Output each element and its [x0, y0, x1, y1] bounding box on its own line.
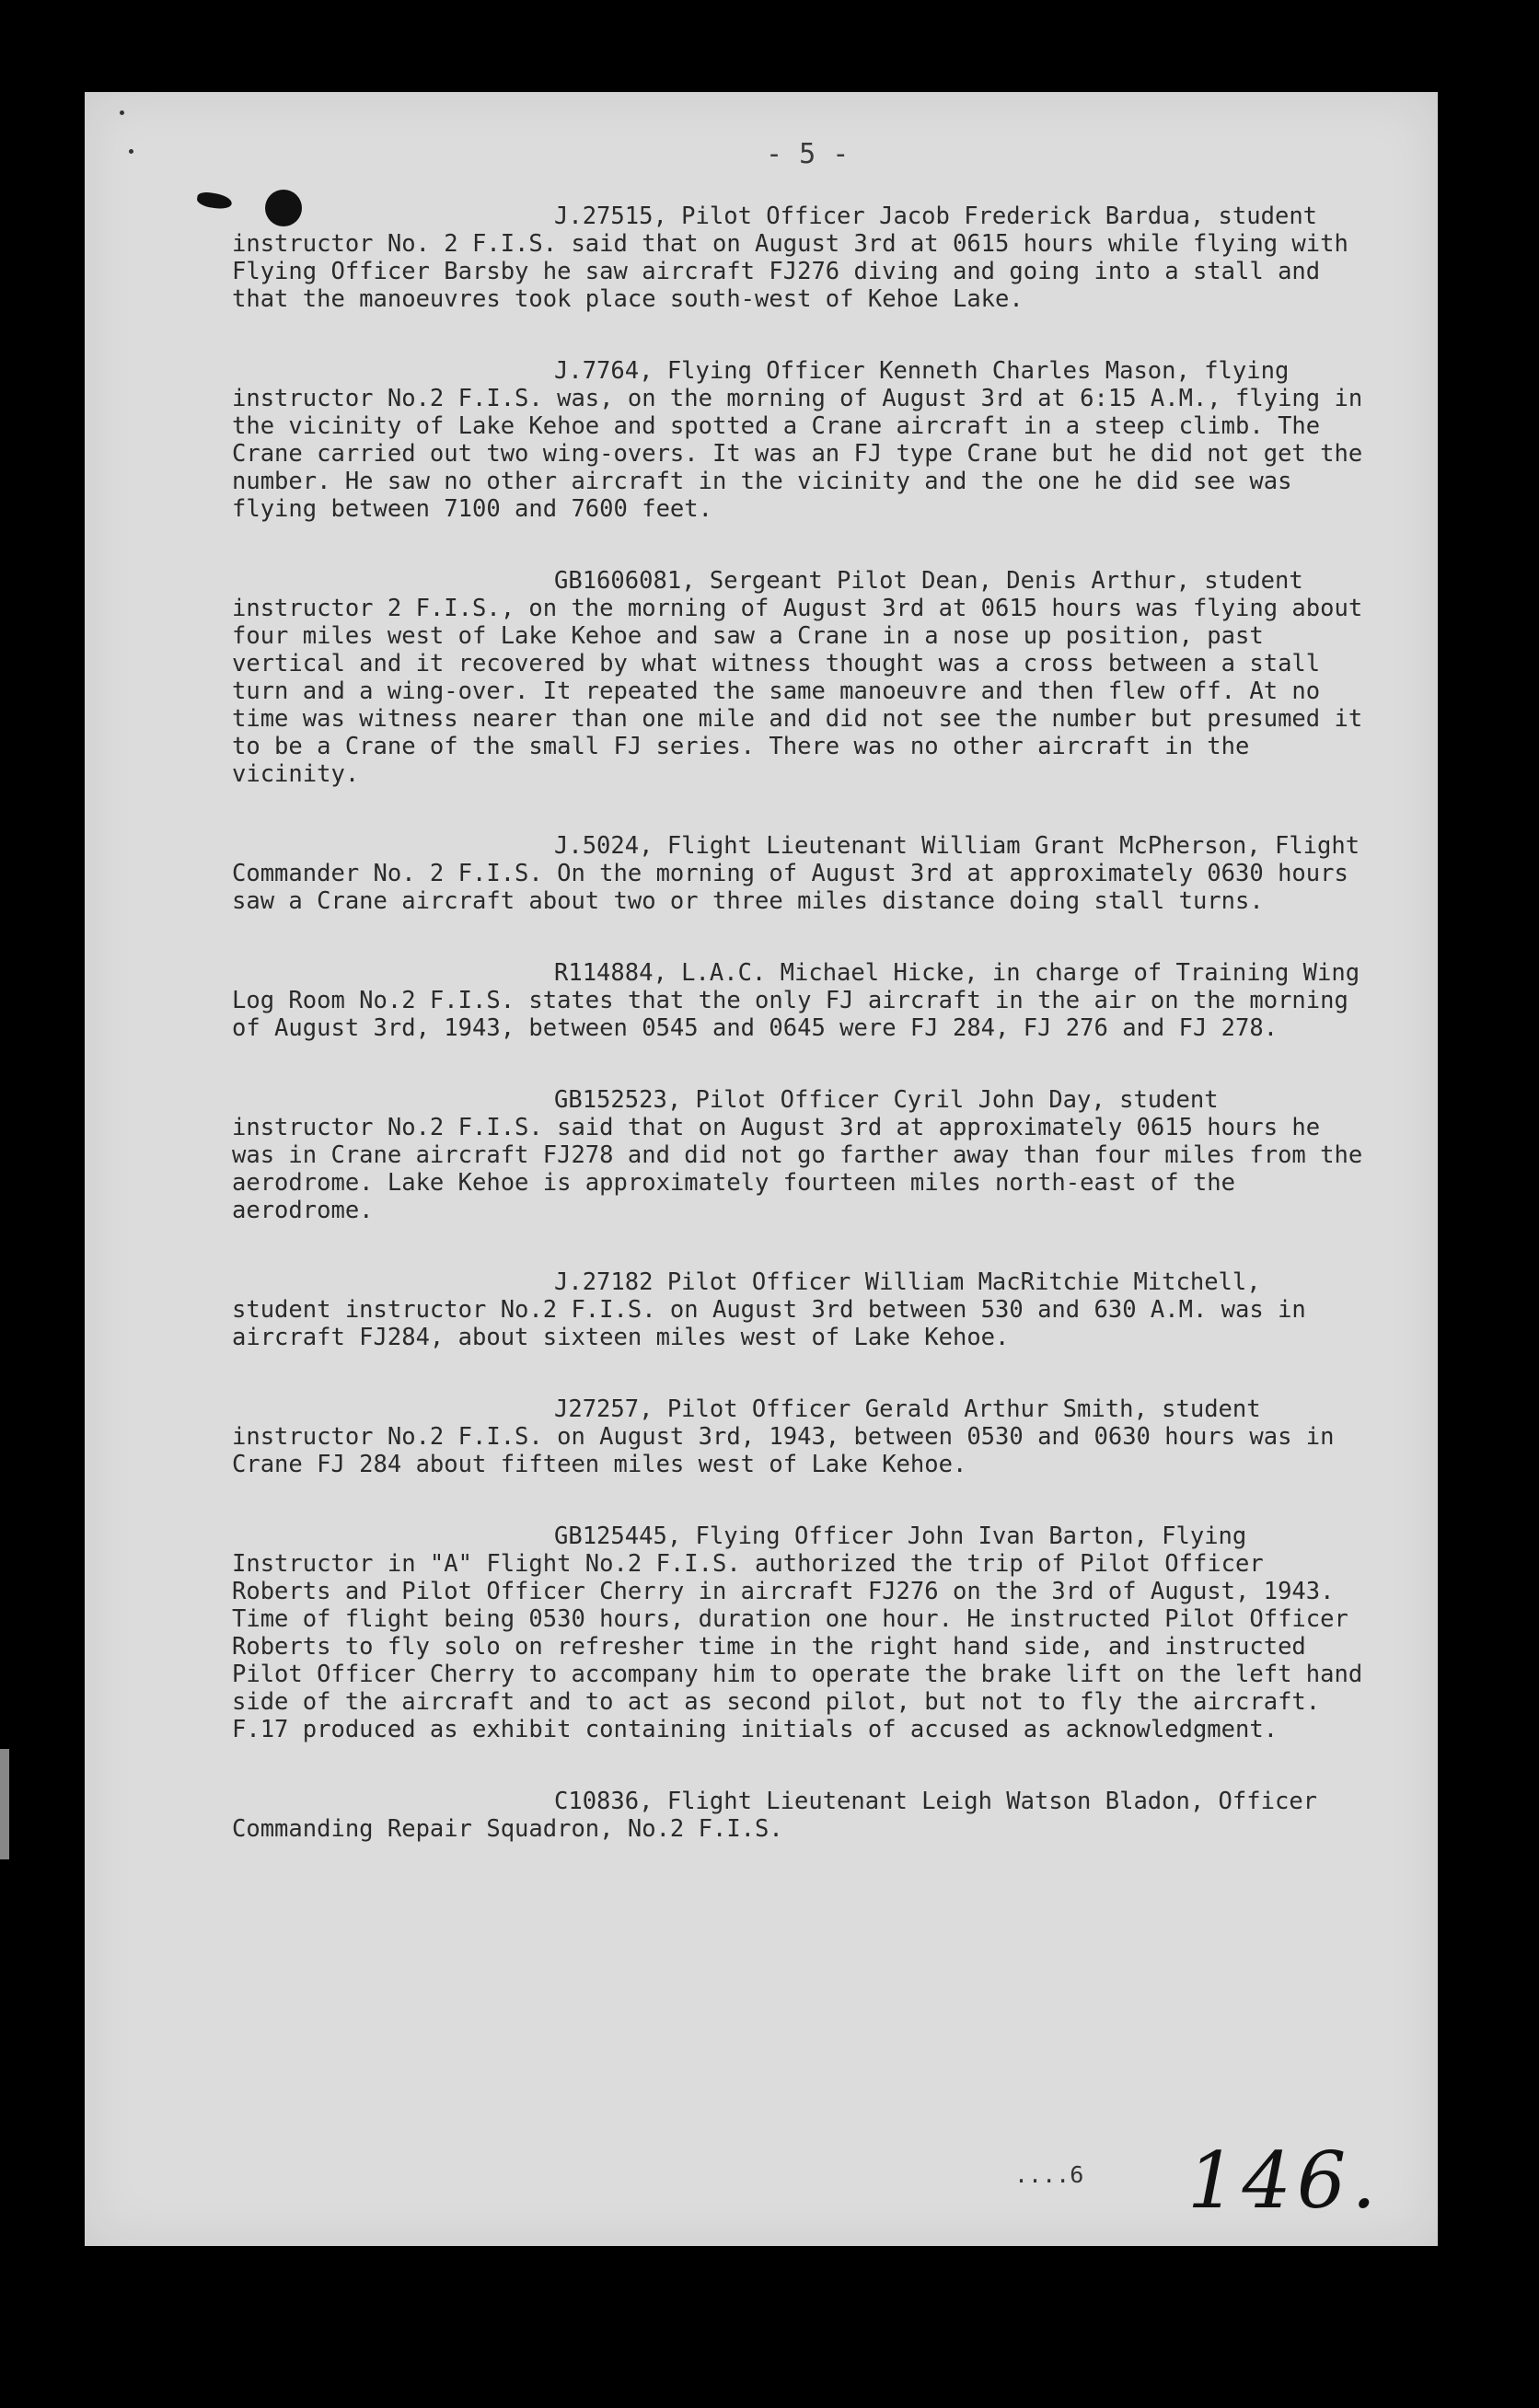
- witness-statement: GB1606081, Sergeant Pilot Dean, Denis Arthur, student instructor 2 F.I.S., on the morning of August 3rd at 0615 hours was flying about four miles west of Lake Kehoe and saw a Crane in a nose up position, past vertical and it recovered by what witness thought was a cross between a stall turn and a wing-over. It repeated the same manoeuvre and then flew off. At no time was witness nearer than one mile and did not see the number but presumed it to be a Crane of the small FJ series. There was no other aircraft in the vicinity.: [232, 567, 1377, 788]
- speck: [120, 110, 124, 115]
- witness-statement: J.7764, Flying Officer Kenneth Charles Mason, flying instructor No.2 F.I.S. was, on the morning of August 3rd at 6:15 A.M., flying in the vicinity of Lake Kehoe and spotted a Crane aircraft in a steep climb. The Crane carried out two wing-overs. It was an FJ type Crane but he did not get the number. He saw no other aircraft in the vicinity and the one he did see was flying between 7100 and 7600 feet.: [232, 357, 1377, 523]
- witness-statement: C10836, Flight Lieutenant Leigh Watson Bladon, Officer Commanding Repair Squadron, No.2 F.I.S.: [232, 1788, 1332, 1843]
- page-number: - 5 -: [766, 138, 850, 170]
- witness-statement: GB152523, Pilot Officer Cyril John Day, student instructor No.2 F.I.S. said that on August 3rd at approximately 0615 hours he was in Crane aircraft FJ278 and did not go farther away than four miles from the aerodrome. Lake Kehoe is approximately fourteen miles north-east of the aerodrome.: [232, 1086, 1377, 1224]
- witness-statement: J.27515, Pilot Officer Jacob Frederick Bardua, student instructor No. 2 F.I.S. said that on August 3rd at 0615 hours while flying with Flying Officer Barsby he saw aircraft FJ276 diving and going into a stall and that the manoeuvres took place south-west of Kehoe Lake.: [232, 203, 1363, 313]
- statement-body: [232, 203, 1377, 1887]
- continuation-marker: ....6: [1014, 2161, 1084, 2188]
- witness-statement: J.27182 Pilot Officer William MacRitchie Mitchell, student instructor No.2 F.I.S. on August 3rd between 530 and 630 A.M. was in aircraft FJ284, about sixteen miles west of Lake Kehoe.: [232, 1268, 1321, 1351]
- document-page: [85, 92, 1438, 2246]
- handwritten-folio-number: 146.: [1187, 2136, 1383, 2226]
- witness-statement: R114884, L.A.C. Michael Hicke, in charge of Training Wing Log Room No.2 F.I.S. states that the only FJ aircraft in the air on the morning of August 3rd, 1943, between 0545 and 0645 were FJ 284, FJ 276 and FJ 278.: [232, 959, 1374, 1042]
- witness-statement: J.5024, Flight Lieutenant William Grant McPherson, Flight Commander No. 2 F.I.S. On the morning of August 3rd at approximately 0630 hours saw a Crane aircraft about two or three miles distance doing stall turns.: [232, 832, 1374, 915]
- witness-statement: GB125445, Flying Officer John Ivan Barton, Flying Instructor in "A" Flight No.2 F.I.S. authorized the trip of Pilot Officer Roberts and Pilot Officer Cherry in aircraft FJ276 on the 3rd of August, 1943. Time of flight being 0530 hours, duration one hour. He instructed Pilot Officer Roberts to fly solo on refresher time in the right hand side, and instructed Pilot Officer Cherry to accompany him to operate the brake lift on the left hand side of the aircraft and to act as second pilot, but not to fly the aircraft. F.17 produced as exhibit containing initials of accused as acknowledgment.: [232, 1522, 1377, 1743]
- ink-blot: [196, 191, 233, 210]
- speck: [129, 149, 133, 154]
- witness-statement: J27257, Pilot Officer Gerald Arthur Smith, student instructor No.2 F.I.S. on August 3rd, 1943, between 0530 and 0630 hours was in Crane FJ 284 about fifteen miles west of Lake Kehoe.: [232, 1395, 1348, 1478]
- scan-edge-artifact: [0, 1749, 9, 1859]
